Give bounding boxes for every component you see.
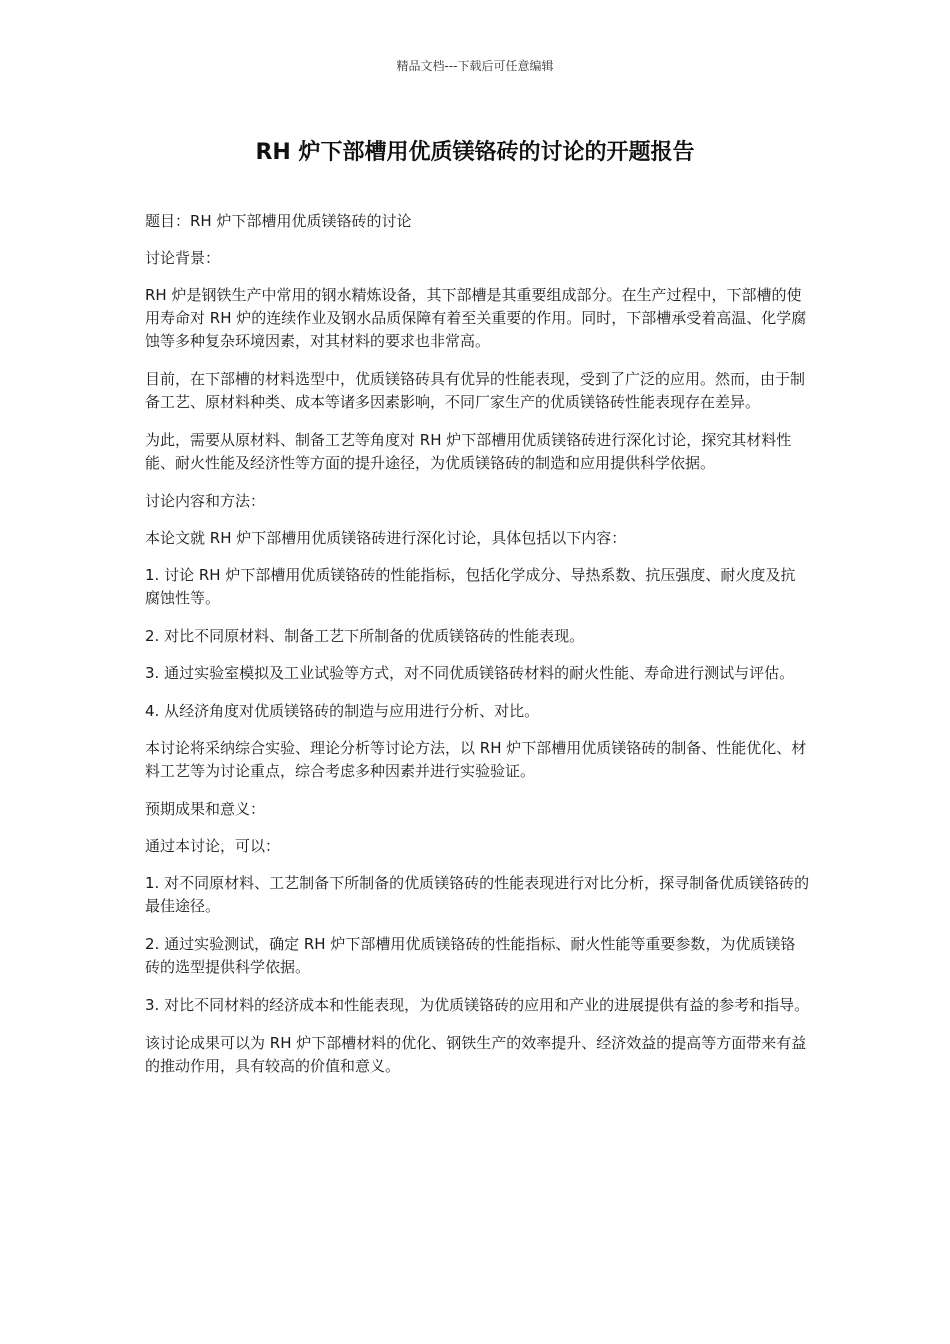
paragraph-background-1: RH 炉是钢铁生产中常用的钢水精炼设备，其下部槽是其重要组成部分。在生产过程中，下部槽的使用寿命对 RH 炉的连续作业及钢水品质保障有着至关重要的作用。同时，下部槽承受着高温、化学腐蚀等多种复杂环境因素，对其材料的要求也非常高。: [145, 286, 807, 350]
list-item-result-1: 1. 对不同原材料、工艺制备下所制备的优质镁铬砖的性能表现进行对比分析，探寻制备优质镁铬砖的最佳途径。: [145, 874, 810, 915]
document-title: RH 炉下部槽用优质镁铬砖的讨论的开题报告: [255, 140, 695, 165]
paragraph-significance: 该讨论成果可以为 RH 炉下部槽材料的优化、钢铁生产的效率提升、经济效益的提高等方面带来有益的推动作用，具有较高的价值和意义。: [145, 1034, 807, 1075]
list-item-content-1: 1. 讨论 RH 炉下部槽用优质镁铬砖的性能指标，包括化学成分、导热系数、抗压强度、耐火度及抗腐蚀性等。: [145, 566, 796, 607]
page-header: 精品文档---下载后可任意编辑: [396, 59, 554, 73]
paragraph-method: 本讨论将采纳综合实验、理论分析等讨论方法，以 RH 炉下部槽用优质镁铬砖的制备、性能优化、材料工艺等为讨论重点，综合考虑多种因素并进行实验验证。: [145, 739, 807, 780]
list-item-result-3: 3. 对比不同材料的经济成本和性能表现，为优质镁铬砖的应用和产业的进展提供有益的参考和指导。: [145, 996, 810, 1014]
list-item-result-2: 2. 通过实验测试，确定 RH 炉下部槽用优质镁铬砖的性能指标、耐火性能等重要参数，为优质镁铬砖的选型提供科学依据。: [145, 935, 796, 976]
section-heading-content-method: 讨论内容和方法：: [145, 492, 266, 510]
paragraph-content-intro: 本论文就 RH 炉下部槽用优质镁铬砖进行深化讨论，具体包括以下内容：: [145, 529, 627, 547]
section-heading-background: 讨论背景：: [145, 249, 221, 267]
paragraph-results-intro: 通过本讨论，可以：: [145, 837, 281, 855]
list-item-content-2: 2. 对比不同原材料、制备工艺下所制备的优质镁铬砖的性能表现。: [145, 627, 585, 645]
list-item-content-3: 3. 通过实验室模拟及工业试验等方式，对不同优质镁铬砖材料的耐火性能、寿命进行测试与评估。: [145, 664, 795, 682]
document-body: [145, 210, 810, 1093]
paragraph-background-2: 目前，在下部槽的材料选型中，优质镁铬砖具有优异的性能表现，受到了广泛的应用。然而，由于制备工艺、原材料种类、成本等诸多因素影响，不同厂家生产的优质镁铬砖性能表现存在差异。: [145, 370, 806, 411]
list-item-content-4: 4. 从经济角度对优质镁铬砖的制造与应用进行分析、对比。: [145, 702, 540, 720]
paragraph-background-3: 为此，需要从原材料、制备工艺等角度对 RH 炉下部槽用优质镁铬砖进行深化讨论，探究其材料性能、耐火性能及经济性等方面的提升途径，为优质镁铬砖的制造和应用提供科学依据。: [145, 431, 792, 472]
section-heading-expected-results: 预期成果和意义：: [145, 800, 266, 818]
paragraph-topic: 题目：RH 炉下部槽用优质镁铬砖的讨论: [145, 212, 412, 230]
